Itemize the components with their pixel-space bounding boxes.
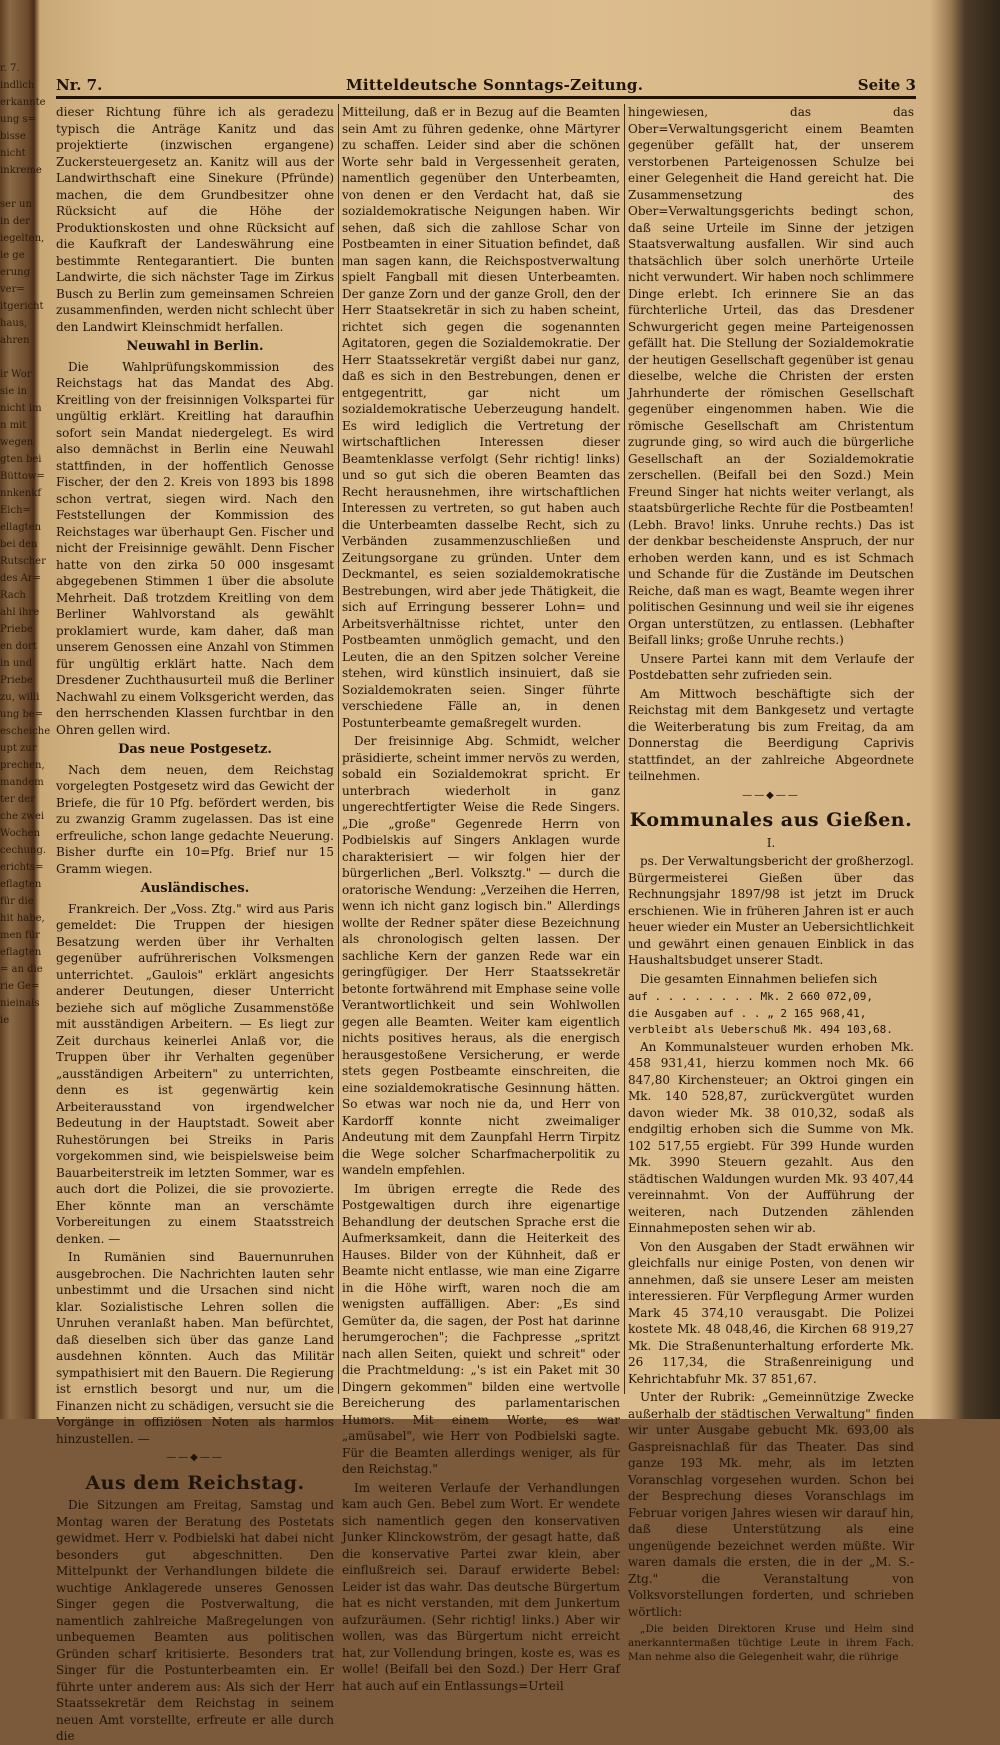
left-strip-fragment: indlich	[0, 80, 35, 91]
left-strip-fragment: sie in	[0, 386, 28, 397]
column-2	[342, 104, 620, 1693]
left-strip-fragment: erichts=	[0, 862, 44, 873]
paragraph: Mitteilung, daß er in Bezug auf die Beamten sein Amt zu führen gedenke, ohne Märtyrer zu schaffen. Leider sind aber die schönen Worte sehr bald in Vergessenheit geraten, namentlich gegenüber den Unterbeamten, von denen er den Verdacht hat, daß sie sozialdemokratische Neigungen haben. Wir sehen, daß sich die zahllose Schar von Postbeamten in einer Situation befindet, daß man sagen kann, die Reichspostverwaltung spielt Fangball mit diesen Unterbeamten. Der ganze Zorn und der ganze Groll, den der Herr Staatsekretär in sich zu haben scheint, richtet sich gegen die sogenannten Agitatoren, gegen die Sozialdemokratie. Der Herr Staatssekretär vergißt dabei nur ganz, daß es sich in den Bestrebungen, denen er entgegentritt, gar nicht um sozialdemokratische Ueberzeugung handelt. Es wird lediglich die Vertretung der wirtschaftlichen Interessen dieser Beamtenklasse verfolgt (Sehr richtig! links) und so gut sich die oberen Beamten das Recht herausnehmen, ihre wirtschaftlichen Interessen zu vertreten, so gut haben auch die Unterbeamten dasselbe Recht, sich zu Verbänden zusammenzuschließen und Zeitungsorgane zu gründen. Unter dem Deckmantel, es seien sozialdemokratische Bestrebungen, wird aber jede Thätigkeit, die sich auf Erringung besserer Lohn= und Arbeitsverhältnisse richtet, unter den Postbeamten unmöglich gemacht, und den Leuten, die an den Spitzen solcher Vereine stehen, wird künstlich insinuiert, daß sie Sozialdemokraten seien. Singer führte verschiedene Fälle an, in denen Postunterbeamte gemaßregelt wurden.	[342, 105, 620, 730]
left-strip-fragment: prechen,	[0, 760, 45, 771]
left-strip-fragment: rie Ge=	[0, 981, 40, 992]
column-3	[628, 104, 914, 1663]
left-adjacent-page-strip	[0, 60, 51, 1380]
column-rule-2	[624, 104, 625, 1394]
left-strip-fragment: Priebe	[0, 624, 33, 635]
paragraph: Der freisinnige Abg. Schmidt, welcher präsidierte, scheint immer nervös zu werden, sobald ein Sozialdemokrat spricht. Er unterbrach wiederholt in ganz ungerechtfertigter Weise die Rede Singers. „Die „große" Gegenrede Herrn von Podbielskis auf Singers Anklagen wurde charakterisiert — wir folgen hier der bürgerlichen „Berl. Volksztg." — durch die oratorische Wendung: „Verzeihen die Herren, wenn ich nicht ganz logisch bin." Allerdings wollte der Redner später diese Bezeichnung als chronologisch gelten lassen. Der sachliche Kern der ganzen Rede war ein geringfügiger. Der Herr Staatssekretär betonte fortwährend mit Emphase seine volle Verantwortlichkeit und sein Wohlwollen gegen alle Beamten. Weiter kam eigentlich nichts positives heraus, als die energisch herausgestoßene Versicherung, er werde stets gegen Postbeamte einschreiten, die eine sozialdemokratische Gesinnung hätten. So etwas war noch nie da, und Herr von Kardorff konnte nicht zweimaliger Andeutung mit dem Zaunpfahl Herrn Tirpitz die Wege solcher Scharfmacherpolitik zu wandeln empfehlen.	[342, 734, 620, 1177]
heading-auslaendisches: Ausländisches.	[140, 881, 250, 896]
newspaper-title: Mitteldeutsche Sonntags-Zeitung.	[346, 76, 644, 94]
left-strip-fragment: mandem	[0, 777, 44, 788]
left-strip-fragment: bisse	[0, 131, 26, 142]
left-strip-fragment: ie	[0, 1015, 10, 1026]
heading-kommunales: Kommunales aus Gießen.	[629, 809, 913, 831]
article-continuation: dieser Richtung führe ich als geradezu typisch die Anträge Kanitz und das projektierte (inzwischen ergangene) Zuckersteuergesetz an. Kanitz will aus der Landwirthschaft eine Sinekure (Pfründe) machen, die dem Grundbesitzer ohne Rücksicht auf die Höhe der Produktionskosten und ohne Rücksicht auf die Kaufkraft der Landeswährung eine bestimmte Rentegarantiert. Die bunten Landwirte, die sich nächster Tage im Zirkus Busch zu Berlin zum gemeinsamen Schreien zusammenfinden, werden nicht schlecht über den Landwirt Kleinschmidt herfallen.	[56, 105, 334, 334]
paragraph: Die gesamten Einnahmen beliefen sich	[640, 971, 878, 986]
paragraph: Die Sitzungen am Freitag, Samstag und Montag waren der Beratung des Postetats gewidmet. Herr v. Podbielski hat dabei nicht besonders gut abgeschnitten. Den Mittelpunkt der Verhandlungen bildete die wuchtige Anklagerede unseres Genossen Singer gegen die Postverwaltung, die namentlich zahlreiche Maßregelungen von unbequemen Beamten aus politischen Gründen scharf kritisierte. Besonders trat Singer für die Postunterbeamten ein. Er führte unter anderem aus: Als sich der Herr Staatssekretär dem Reichstag in seinem neuen Amt vorstellte, erfreute er alle durch die	[56, 1498, 334, 1743]
left-strip-fragment: ie ge	[0, 250, 25, 261]
figure-line-income: auf . . . . . . . . Mk. 2 660 072,09,	[628, 990, 874, 1003]
left-strip-fragment: nnkenkf	[0, 488, 42, 499]
figure-line-expenses: die Ausgaben auf . . „ 2 165 968,41,	[628, 1006, 867, 1020]
left-strip-fragment: inkreme	[0, 165, 42, 176]
left-strip-fragment: nieinals	[0, 998, 40, 1009]
left-strip-fragment: ung s=	[0, 114, 36, 125]
column-rule-1	[338, 104, 339, 1394]
paragraph: Frankreich. Der „Voss. Ztg." wird aus Paris gemeldet: Die Truppen der hiesigen Besatzung werden über ihr Verhalten gegenüber aufrührerischen Volksmengen unterrichtet. „Gaulois" erklärt angesichts anderer Deutungen, dieser Unterricht beziehe sich auf mögliche Zusammenstöße mit ausständigen Arbeitern. — Es liegt zur Zeit durchaus keinerlei Anlaß vor, die Truppen über ihr Verhalten gegenüber „ausständigen Arbeitern" zu unterrichten, denn es ist gegenwärtig kein Arbeiterausstand von irgendwelcher Bedeutung in der Hauptstadt. Soweit aber Ruhestörungen bei Streiks in Paris vorgekommen sind, wie beispielsweise beim Bauarbeiterstreik im letzten Sommer, war es auch dort die Polizei, die sie provozierte. Eher könnte man an verschämte Vorbereitungen zu einem Staatsstreich denken. —	[56, 901, 334, 1246]
paragraph: Am Mittwoch beschäftigte sich der Reichstag mit dem Bankgesetz und vertagte die Weiterberatung bis zum Freitag, da am Donnerstag die Beerdigung Caprivis stattfindet, an der zahlreiche Abgeordnete teilnehmen.	[628, 686, 914, 783]
left-strip-fragment: erung	[0, 267, 30, 278]
section-divider-ornament: ——◆——	[742, 789, 800, 801]
left-strip-fragment: nicht im	[0, 403, 42, 414]
issue-number: Nr. 7.	[56, 76, 103, 94]
paragraph: In Rumänien sind Bauernunruhen ausgebrochen. Die Nachrichten lauten sehr unbestimmt und die Ursachen sind nicht klar. Sozialistische Lehren sollen die Unruhen veranlaßt haben. Man befürchtet, daß dieselben sich über das ganze Land ausdehnen könnten. Auch das Militär sympathisiert mit den Bauern. Die Regierung ist ernstlich besorgt und nur, um die Finanzen nicht zu schädigen, versucht sie die Vorgänge in offiziösen Noten als harmlos hinzustellen. —	[56, 1250, 334, 1446]
left-strip-fragment: Priebe	[0, 675, 33, 686]
left-strip-fragment: ir Wor	[0, 369, 32, 380]
left-strip-fragment: in der	[0, 216, 30, 227]
left-strip-fragment: ver=	[0, 284, 25, 295]
left-strip-fragment: Wochen	[0, 828, 41, 839]
left-strip-fragment	[0, 349, 34, 366]
left-strip-fragment: ahren	[0, 335, 30, 346]
paragraph: Die Wahlprüfungskommission des Reichstags hat das Mandat des Abg. Kreitling von der freisinnigen Volkspartei für ungültig erklärt. Kreitling hat daraufhin sofort sein Mandat niedergelegt. Es wird also demnächst in Berlin eine Neuwahl stattfinden, in der hoffentlich Genosse Fischer, der den 2. Kreis von 1893 bis 1898 schon vertrat, siegen wird. Nach den Feststellungen der Kommission des Reichstages war überhaupt Gen. Fischer und nicht der Freisinnige gewählt. Denn Fischer hatte von den zirka 50 000 insgesamt abgegebenen Stimmen 1 über die absolute Mehrheit. Daß trotzdem Kreitling von dem Berliner Wahlvorstand als gewählt proklamiert wurde, kam daher, daß man unserem Genossen eine Anzahl von Stimmen für ungültig erklärt hatte. Nach dem Dresdener Zuchthausurteil muß die Berliner Nachwahl zu einem Volksgericht werden, das den herrschenden Klassen furchtbar in den Ohren gellen wird.	[56, 359, 334, 737]
left-strip-fragment: Büttow=	[0, 471, 45, 482]
newspaper-page	[44, 68, 944, 1743]
left-strip-fragment: erkannte	[0, 97, 46, 108]
section-divider-ornament: ——◆——	[166, 1452, 224, 1463]
paragraph: Unter der Rubrik: „Gemeinnützige Zwecke außerhalb der städtischen Verwaltung" finden wir unter Ausgabe gebucht Mk. 693,00 als Gaspreisnachlaß für das Theater. Das sind ganze 193 Mk. mehr, als im letzten Voranschlag vorgesehen wurden. Schon bei der Besprechung dieses Voranschlags im Februar vorigen Jahres wiesen wir darauf hin, daß diese Unterstützung als eine ungenügende bezeichnet werden müßte. Wir waren damals die ersten, die in der „M. S.-Ztg." die Veranstaltung von Volksvorstellungen forderten, und schrieben wörtlich:	[628, 1390, 914, 1619]
part-number: I.	[766, 835, 776, 850]
left-strip-fragment: hit habe,	[0, 913, 45, 924]
left-strip-fragment: eflagten	[0, 879, 42, 890]
left-strip-fragment: ung be=	[0, 709, 44, 720]
left-strip-fragment: upt zur	[0, 743, 37, 754]
left-strip-fragment: cechung.	[0, 845, 47, 856]
paragraph: Nach dem neuen, dem Reichstag vorgelegten Postgesetz wird das Gewicht der Briefe, die für 10 Pfg. befördert werden, bis zu zwanzig Gramm zugelassen. Das ist eine erfreuliche, schon lange gedachte Neuerung. Bisher durfte ein 10=Pfg. Brief nur 15 Gramm wiegen.	[56, 762, 334, 876]
paragraph: Von den Ausgaben der Stadt erwähnen wir gleichfalls nur einige Posten, von denen wir annehmen, daß sie unsere Leser am meisten interessieren. Für Verpflegung Armer wurden Mark 45 374,10 verausgabt. Die Polizei kostete Mk. 48 048,46, die Kirchen 68 919,27 Mk. Die Straßenunterhaltung erforderte Mk. 26 117,34, die Straßenreinigung und Kehrichtabfuhr Mk. 37 851,67.	[628, 1239, 914, 1386]
paragraph: hingewiesen, das das Ober=Verwaltungsgericht einem Beamten gegenüber gefällt hat, der unserem verstorbenen Parteigenossen Schulze bei einer Gelegenheit die Hand gereicht hat. Die Zusammensetzung des Ober=Verwaltungsgerichts bedingt schon, daß seine Urteile im Sinne der jetzigen Staatsverwaltung ausfallen. Wir sind auch thatsächlich über solch unerhörte Urteile nicht verwundert. Wir haben noch schlimmere Dinge erlebt. Ich erinnere Sie an das fürchterliche Urteil, das das Dresdener Schwurgericht gegen meine Parteigenossen gefällt hat. Die Stellung der Sozialdemokratie der heutigen Gesellschaft gegenüber ist genau dieselbe, welche die Christen der ersten Jahrhunderte der römischen Gesellschaft gegenüber eingenommen haben. Wie die römische Gesellschaft am Christentum zugrunde ging, so wird auch die bürgerliche Gesellschaft an der Sozialdemokratie zerschellen. (Beifall bei den Sozd.) Mein Freund Singer hat nichts weiter verlangt, als staatsbürgerliche Rechte für die Postbeamten! (Lebh. Bravo! links. Unruhe rechts.) Das ist der denkbar bescheidenste Anspruch, der nur erhoben werden kann, und es ist Schmach und Schande für die Zustände im Deutschen Reiche, daß man es wagt, Beamte wegen ihrer politischen Gesinnung und weil sie ihr eigenes Organ unterstützen, zu entlassen. (Lebhafter Beifall links; große Unruhe rechts.)	[628, 105, 914, 647]
quoted-paragraph: „Die beiden Direktoren Kruse und Helm sind anerkanntermaßen tüchtige Leute in ihrem Fach. Man nehme also die Gelegenheit wahr, die rührige	[628, 1623, 914, 1663]
paragraph: ps. Der Verwaltungsbericht der großherzogl. Bürgermeisterei Gießen über das Rechnungsjahr 1897/98 ist jetzt im Druck erschienen. Wie in früheren Jahren ist er auch heuer wieder ein Muster an Uebersichtlichkeit und gewährt einen genauen Einblick in das Haushaltsbudget unserer Stadt.	[628, 854, 914, 967]
left-strip-fragment	[0, 179, 34, 196]
left-strip-fragment: iegelten,	[0, 233, 45, 244]
left-strip-fragment: en dort	[0, 641, 37, 652]
heading-neuwahl: Neuwahl in Berlin.	[126, 339, 264, 354]
left-strip-fragment: ellagten	[0, 522, 42, 533]
paragraph: Im weiteren Verlaufe der Verhandlungen kam auch Gen. Bebel zum Wort. Er wendete sich namentlich gegen den konservativen Junker Klinckowström, der gesagt hatte, daß die konservative Partei zwar klein, aber einflußreich sei. Darauf erwiderte Bebel: Leider ist das wahr. Das deutsche Bürgertum hat es nicht verstanden, mit dem Junkertum aufzuräumen. (Sehr richtig! links.) Aber wir wollen, was das Bürgertum nicht erreicht hat, zur Vollendung bringen, koste es, was es wolle! (Beifall bei den Sozd.) Der Herr Graf hat auch auf ein Entlassungs=Urteil	[342, 1480, 620, 1693]
left-strip-fragment: che zwei	[0, 811, 45, 822]
left-strip-fragment: gten bei	[0, 454, 42, 465]
left-strip-fragment: eflagten	[0, 947, 42, 958]
left-strip-fragment: nicht	[0, 148, 26, 159]
left-strip-fragment: des Ar=	[0, 573, 42, 584]
left-strip-fragment: Rach	[0, 590, 26, 601]
left-strip-fragment: ter der	[0, 794, 35, 805]
left-strip-fragment: = an die	[0, 964, 43, 975]
left-strip-fragment: zu, willi	[0, 692, 40, 703]
left-strip-fragment: Rutscher	[0, 556, 46, 567]
left-strip-fragment: für die	[0, 896, 34, 907]
column-1	[56, 104, 334, 1743]
left-strip-fragment: itgericht	[0, 301, 44, 312]
left-strip-fragment: haus,	[0, 318, 28, 329]
figure-line-surplus: verbleibt als Ueberschuß Mk. 494 103,68.	[628, 1023, 893, 1036]
left-strip-fragment: in und	[0, 658, 33, 669]
paragraph: Unsere Partei kann mit dem Verlaufe der Postdebatten sehr zufrieden sein.	[628, 651, 914, 682]
paragraph: An Kommunalsteuer wurden erhoben Mk. 458 931,41, hierzu kommen noch Mk. 66 847,80 Kirchensteuer; an Oktroi gingen ein Mk. 140 528,87, zurückvergütet wurden davon wieder Mk. 38 010,32, sodaß als endgiltig erhoben sich die Summe von Mk. 102 517,55 ergiebt. Für 399 Hunde wurden Mk. 3990 Steuern gezahlt. Aus den städtischen Waldungen wurden Mk. 93 407,44 vereinnahmt. Von der Aufführung der weiteren, nach Dutzenden zählenden Einnahmeposten sehen wir ab.	[628, 1039, 914, 1235]
heading-postgesetz: Das neue Postgesetz.	[118, 742, 272, 757]
heading-reichstag: Aus dem Reichstag.	[85, 1471, 305, 1494]
page-number: Seite 3	[857, 76, 916, 94]
left-strip-fragment: ahl ihre	[0, 607, 40, 618]
left-strip-fragment: bei den	[0, 539, 38, 550]
left-strip-fragment: escheiche	[0, 726, 51, 737]
left-strip-fragment: wegen	[0, 437, 34, 448]
paragraph: Im übrigen erregte die Rede des Postgewaltigen durch ihre eigenartige Behandlung der deutschen Sprache erst die Aufmerksamkeit, dann die Heiterkeit des Hauses. Bilder von der Kühnheit, daß er Beamte nicht entlasse, wie man eine Zigarre in die Höhe wirft, waren noch die am wenigsten auffälligen. Aber: „Es sind Gemüter da, die sagen, der Post hat darinne herumgerochen"; die Fachpresse „spritzt nach allen Seiten, quiekt und schreit" oder die Prachtmeldung: „'s ist ein Paket mit 30 Dingern gekommen" bilden eine wertvolle Bereicherung des parlamentarischen Humors. Mit einem Worte, es war „amüsabel", wie Herr von Podbielski sagte. Für die Beamten allerdings weniger, als für den Reichstag."	[342, 1181, 620, 1476]
left-strip-fragment: men für	[0, 930, 40, 941]
header-rule	[56, 96, 916, 99]
left-strip-fragment: ser un	[0, 199, 32, 210]
left-strip-fragment: n mit	[0, 420, 27, 431]
left-strip-fragment: r. 7.	[0, 63, 20, 74]
left-strip-fragment: Eich=	[0, 505, 31, 516]
